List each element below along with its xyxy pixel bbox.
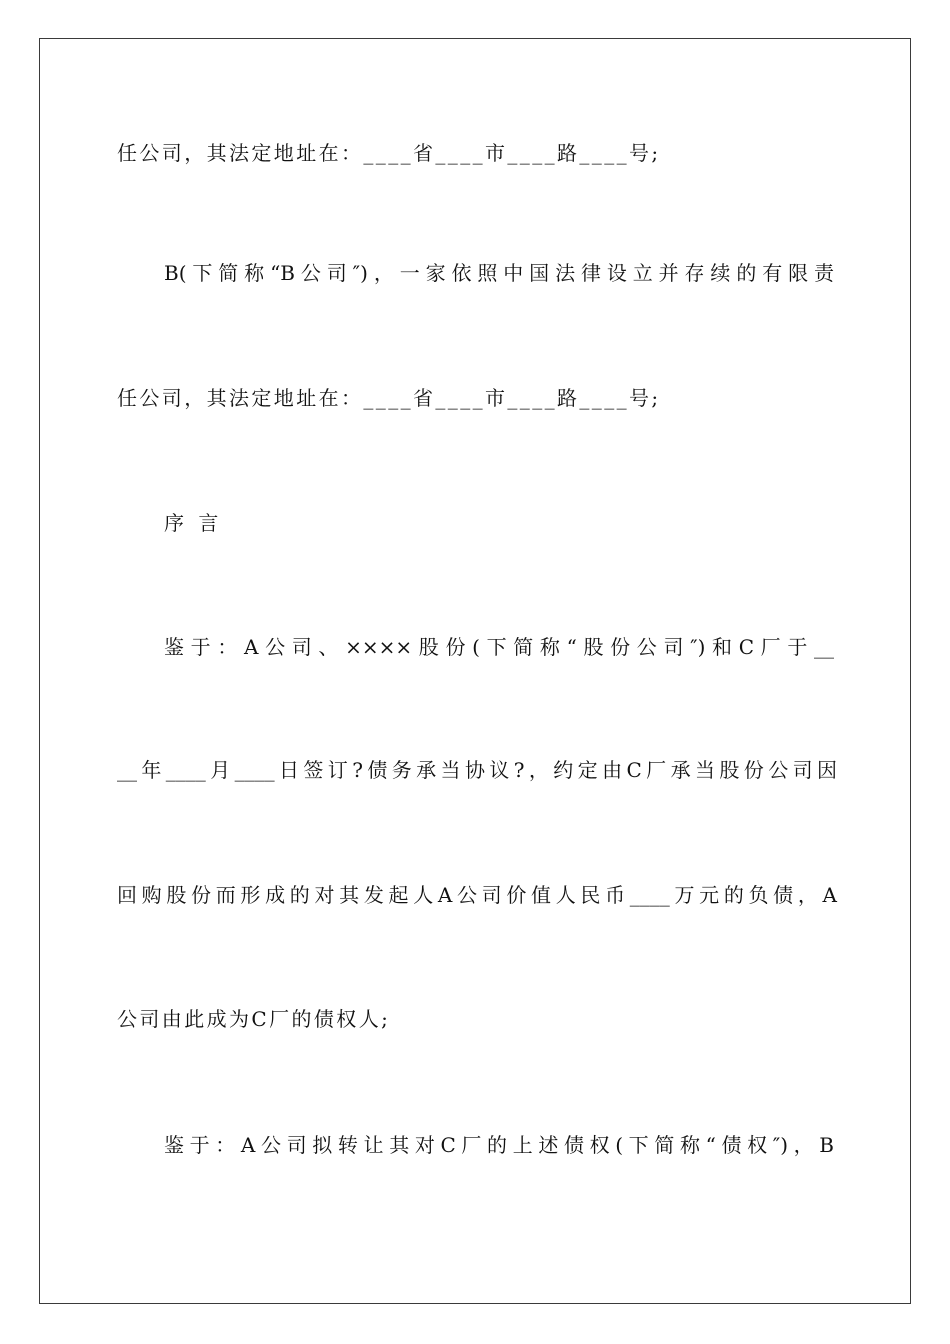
page-border (39, 38, 911, 1304)
text-line-8: 公司由此成为C厂的债权人; (117, 1007, 391, 1031)
text-line-3: 任公司，其法定地址在：____省____市____路____号; (117, 386, 661, 410)
text-line-9: 鉴于：A公司拟转让其对C厂的上述债权(下简称“债权″)，B (164, 1133, 834, 1157)
section-heading-preface: 序 言 (164, 511, 223, 535)
text-line-1: 任公司，其法定地址在：____省____市____路____号; (117, 141, 661, 165)
text-line-2: B(下简称“B公司″)，一家依照中国法律设立并存续的有限责 (164, 261, 834, 285)
text-line-5: 鉴于：A公司、××××股份(下简称“股份公司″)和C厂于__ (164, 635, 834, 659)
text-line-6: __年____月____日签订?债务承当协议?，约定由C厂承当股份公司因 (117, 758, 837, 782)
text-line-7: 回购股份而形成的对其发起人A公司价值人民币____万元的负债，A (117, 883, 837, 907)
